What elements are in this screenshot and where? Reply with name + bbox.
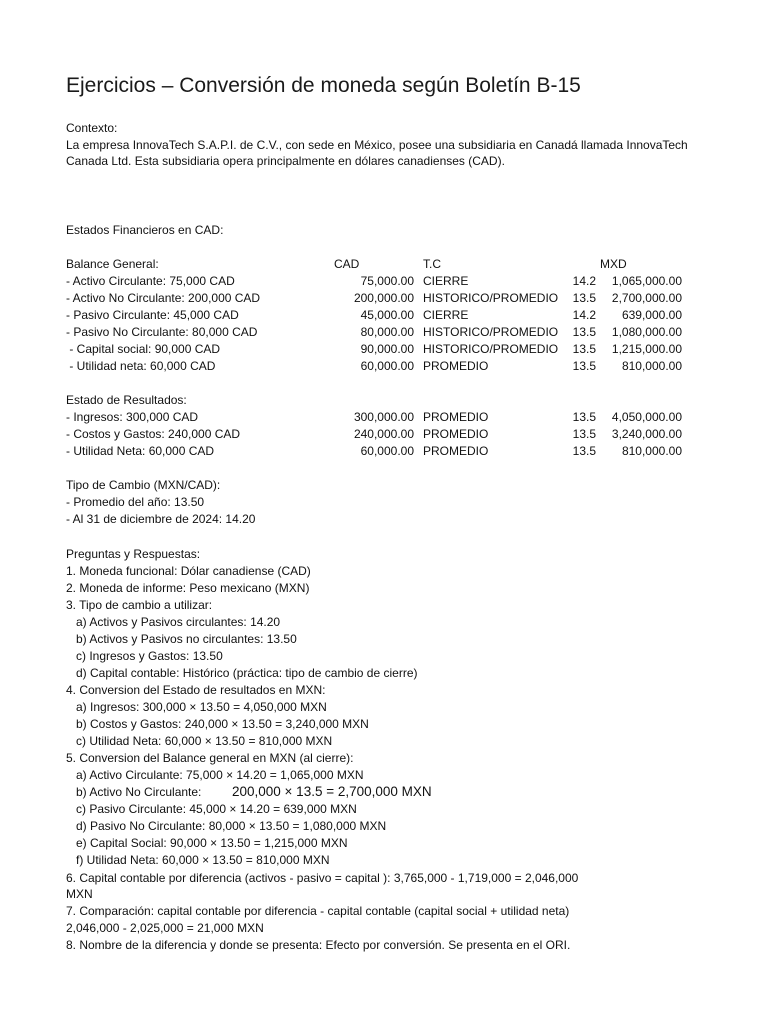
row-label: - Costos y Gastos: 240,000 CAD: [66, 427, 241, 441]
qa-line: 4. Conversion del Estado de resultados en MXN:: [66, 683, 326, 697]
row-tc: PROMEDIO: [423, 359, 489, 373]
row-tc: HISTORICO/PROMEDIO: [423, 291, 559, 305]
qa-line: 6. Capital contable por diferencia (activos - pasivo = capital ): 3,765,000 - 1,719,000 = 2,046,000: [66, 871, 579, 885]
row-mxd: 1,080,000.00: [611, 325, 682, 339]
qa-line: 7. Comparación: capital contable por diferencia - capital contable (capital social + utilidad neta): [66, 904, 570, 918]
exchange-rate-closing: - Al 31 de diciembre de 2024: 14.20: [66, 512, 256, 526]
row-mxd: 2,700,000.00: [611, 291, 682, 305]
row-tc: PROMEDIO: [423, 444, 489, 458]
row-mxd: 4,050,000.00: [611, 410, 682, 424]
header-tc: T.C: [423, 257, 441, 271]
row-label: - Capital social: 90,000 CAD: [66, 342, 221, 356]
row-mxd: 810,000.00: [621, 444, 682, 458]
qa-line: b) Costos y Gastos: 240,000 × 13.50 = 3,240,000 MXN: [66, 717, 369, 731]
qa-line: f) Utilidad Neta: 60,000 × 13.50 = 810,000 MXN: [66, 853, 330, 867]
row-rate: 13.5: [572, 427, 596, 441]
row-label: - Pasivo Circulante: 45,000 CAD: [66, 308, 239, 322]
row-label: - Pasivo No Circulante: 80,000 CAD: [66, 325, 258, 339]
qa-line: c) Ingresos y Gastos: 13.50: [66, 649, 223, 663]
context-line-2: Canada Ltd. Esta subsidiaria opera principalmente en dólares canadienses (CAD).: [66, 154, 505, 168]
row-tc: HISTORICO/PROMEDIO: [423, 342, 559, 356]
qa-line: d) Pasivo No Circulante: 80,000 × 13.50 = 1,080,000 MXN: [66, 819, 387, 833]
row-mxd: 810,000.00: [621, 359, 682, 373]
row-tc: PROMEDIO: [423, 427, 489, 441]
row-cad: 90,000.00: [360, 342, 414, 356]
statements-label: Estados Financieros en CAD:: [66, 223, 224, 237]
row-mxd: 1,065,000.00: [611, 274, 682, 288]
context-line-1: La empresa InnovaTech S.A.P.I. de C.V., con sede en México, posee una subsidiaria en Canadá llamada InnovaTech: [66, 138, 688, 152]
row-label: - Utilidad Neta: 60,000 CAD: [66, 444, 215, 458]
qa-line: 8. Nombre de la diferencia y donde se presenta: Efecto por conversión. Se presenta en el ORI.: [66, 938, 571, 952]
row-tc: PROMEDIO: [423, 410, 489, 424]
row-label: - Ingresos: 300,000 CAD: [66, 410, 199, 424]
qa-line: b) Activo No Circulante:: [66, 785, 202, 799]
row-cad: 60,000.00: [360, 444, 414, 458]
qa-line: a) Activo Circulante: 75,000 × 14.20 = 1,065,000 MXN: [66, 768, 364, 782]
row-label: - Utilidad neta: 60,000 CAD: [66, 359, 216, 373]
row-mxd: 1,215,000.00: [611, 342, 682, 356]
qa-line: a) Activos y Pasivos circulantes: 14.20: [66, 615, 281, 629]
qa-line: 2. Moneda de informe: Peso mexicano (MXN): [66, 581, 310, 595]
qa-line: a) Ingresos: 300,000 × 13.50 = 4,050,000 MXN: [66, 700, 327, 714]
row-cad: 80,000.00: [360, 325, 414, 339]
qa-line: 1. Moneda funcional: Dólar canadiense (CAD): [66, 564, 311, 578]
qa-line: e) Capital Social: 90,000 × 13.50 = 1,215,000 MXN: [66, 836, 348, 850]
qa-line: 5. Conversion del Balance general en MXN (al cierre):: [66, 751, 354, 765]
row-tc: HISTORICO/PROMEDIO: [423, 325, 559, 339]
row-tc: CIERRE: [423, 308, 469, 322]
row-label: - Activo No Circulante: 200,000 CAD: [66, 291, 261, 305]
row-rate: 13.5: [572, 444, 596, 458]
income-statement-label: Estado de Resultados:: [66, 393, 187, 407]
qa-line: c) Utilidad Neta: 60,000 × 13.50 = 810,000 MXN: [66, 734, 333, 748]
row-cad: 45,000.00: [360, 308, 414, 322]
row-cad: 240,000.00: [353, 427, 414, 441]
row-rate: 13.5: [572, 325, 596, 339]
row-cad: 60,000.00: [360, 359, 414, 373]
qa-line: b) Activos y Pasivos no circulantes: 13.50: [66, 632, 297, 646]
row-cad: 75,000.00: [360, 274, 414, 288]
qa-5b-formula: 200,000 × 13.5 = 2,700,000 MXN: [232, 784, 432, 799]
exchange-rate-label: Tipo de Cambio (MXN/CAD):: [66, 478, 221, 492]
qa-line: MXN: [66, 887, 93, 901]
qa-line: c) Pasivo Circulante: 45,000 × 14.20 = 639,000 MXN: [66, 802, 357, 816]
row-cad: 200,000.00: [353, 291, 414, 305]
row-mxd: 639,000.00: [621, 308, 682, 322]
qa-line: d) Capital contable: Histórico (práctica: tipo de cambio de cierre): [66, 666, 418, 680]
context-label: Contexto:: [66, 121, 118, 135]
header-mxd: MXD: [600, 257, 627, 271]
row-cad: 300,000.00: [353, 410, 414, 424]
row-rate: 13.5: [572, 359, 596, 373]
row-rate: 14.2: [572, 274, 596, 288]
balance-label: Balance General:: [66, 257, 159, 271]
row-rate: 13.5: [572, 410, 596, 424]
row-rate: 13.5: [572, 291, 596, 305]
row-rate: 13.5: [572, 342, 596, 356]
row-label: - Activo Circulante: 75,000 CAD: [66, 274, 235, 288]
row-tc: CIERRE: [423, 274, 469, 288]
qa-line: 2,046,000 - 2,025,000 = 21,000 MXN: [66, 921, 264, 935]
qa-line: 3. Tipo de cambio a utilizar:: [66, 598, 213, 612]
qa-line: Preguntas y Respuestas:: [66, 547, 201, 561]
row-mxd: 3,240,000.00: [611, 427, 682, 441]
exchange-rate-average: - Promedio del año: 13.50: [66, 495, 205, 509]
header-cad: CAD: [334, 257, 360, 271]
page-title: Ejercicios – Conversión de moneda según Boletín B-15: [66, 74, 581, 97]
row-rate: 14.2: [572, 308, 596, 322]
